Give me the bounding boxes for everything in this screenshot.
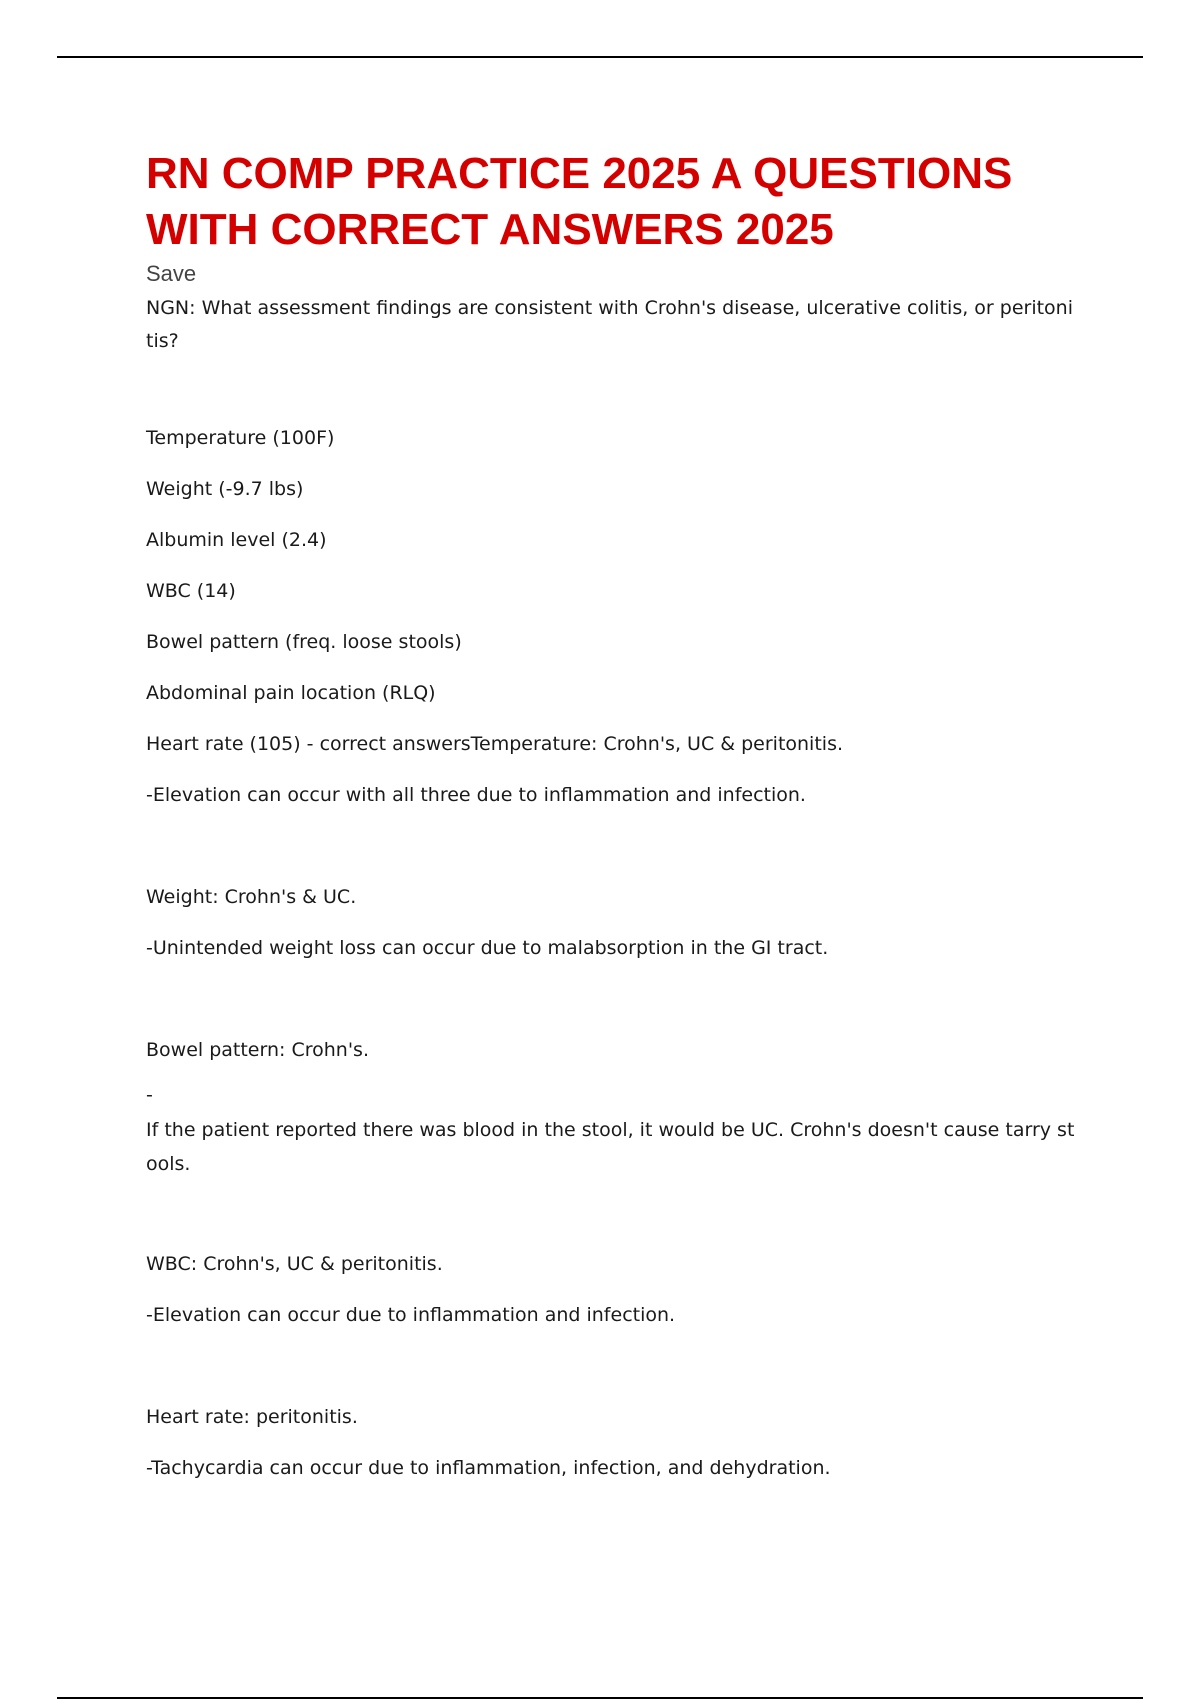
heart-rate-explanation: -Tachycardia can occur due to inflammation, infection, and dehydration. — [146, 1457, 831, 1479]
heart-rate-heading: Heart rate: peritonitis. — [146, 1406, 358, 1428]
finding-item: Albumin level (2.4) — [146, 529, 327, 551]
finding-item: Bowel pattern (freq. loose stools) — [146, 631, 462, 653]
wbc-explanation: -Elevation can occur due to inflammation and infection. — [146, 1304, 676, 1326]
finding-item: Temperature (100F) — [146, 427, 335, 449]
bowel-dash: - — [146, 1084, 153, 1106]
temperature-explanation: -Elevation can occur with all three due to inflammation and infection. — [146, 784, 806, 806]
finding-item: Heart rate (105) - correct answersTemperature: Crohn's, UC & peritonitis. — [146, 733, 844, 755]
finding-item: Weight (-9.7 lbs) — [146, 478, 304, 500]
bowel-explanation: If the patient reported there was blood in the stool, it would be UC. Crohn's doesn't cause tarry stools. — [146, 1119, 1075, 1175]
question-text: NGN: What assessment findings are consistent with Crohn's disease, ulcerative colitis, or peritonitis? — [146, 297, 1074, 352]
weight-explanation: -Unintended weight loss can occur due to malabsorption in the GI tract. — [146, 937, 829, 959]
document-content — [146, 146, 1076, 1481]
finding-item: Abdominal pain location (RLQ) — [146, 682, 436, 704]
document-title: RN COMP PRACTICE 2025 A QUESTIONS WITH CORRECT ANSWERS 2025 — [146, 149, 1013, 254]
finding-item: WBC (14) — [146, 580, 236, 602]
wbc-heading: WBC: Crohn's, UC & peritonitis. — [146, 1253, 443, 1275]
bottom-rule — [57, 1697, 1143, 1699]
weight-heading: Weight: Crohn's & UC. — [146, 886, 357, 908]
bowel-heading: Bowel pattern: Crohn's. — [146, 1039, 369, 1061]
save-button[interactable]: Save — [146, 261, 197, 286]
findings-list — [146, 425, 1076, 1481]
top-rule — [57, 56, 1143, 58]
